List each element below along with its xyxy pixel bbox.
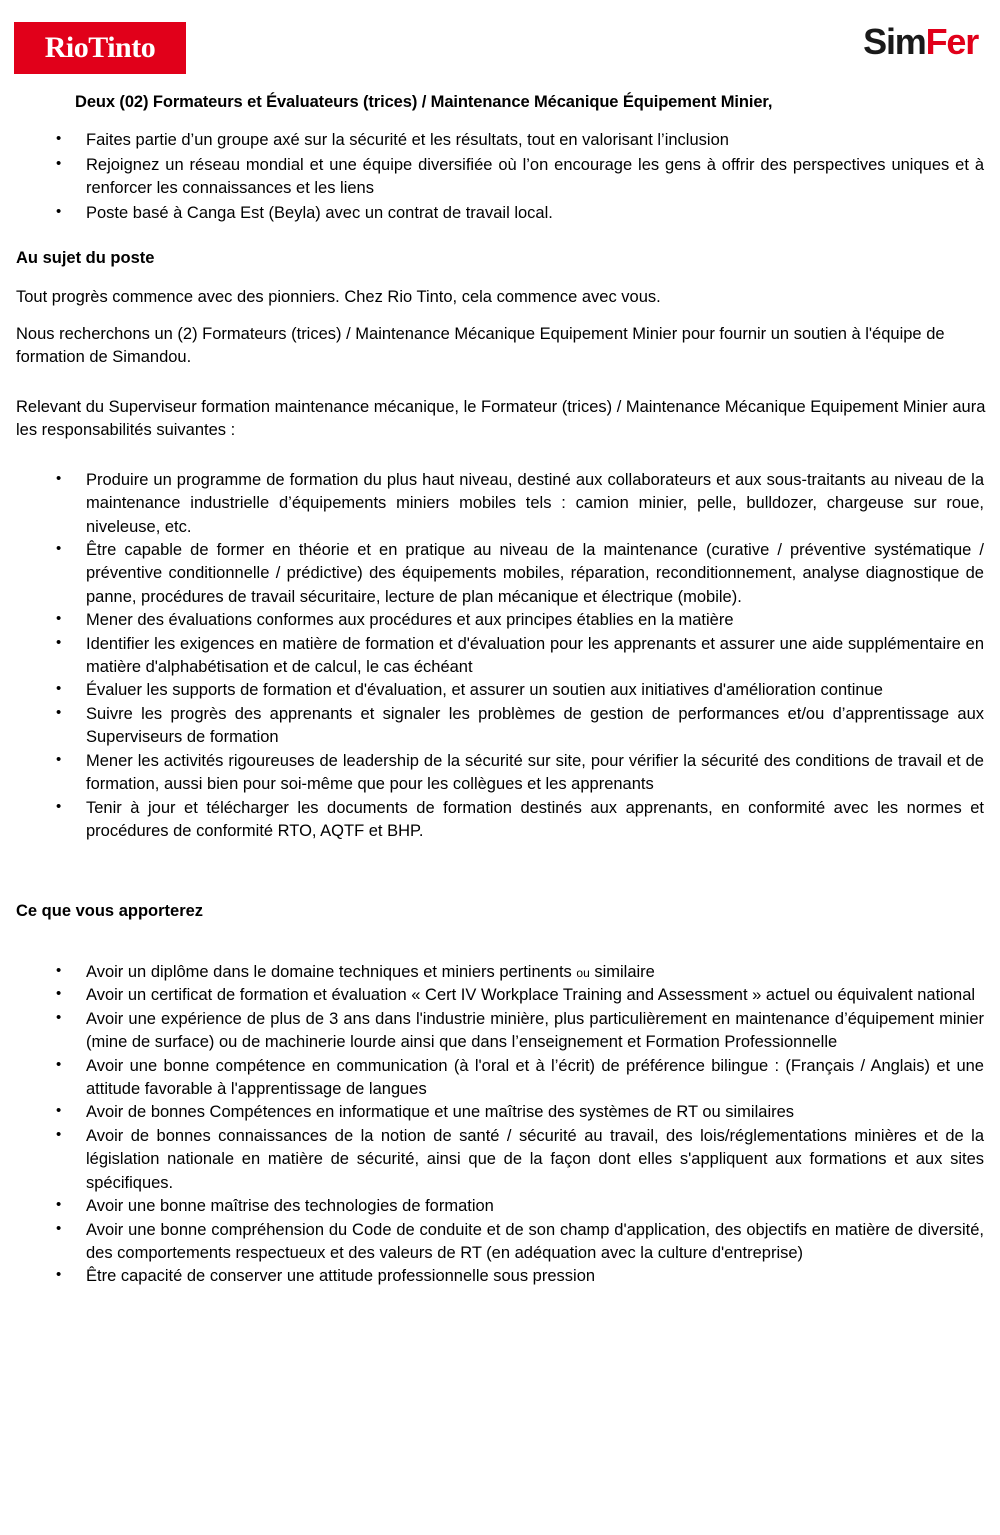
intro-bullet-list bbox=[16, 129, 988, 225]
list-item: • Avoir une bonne compréhension du Code de conduite et de son champ d'application, des objectifs en matière de diversité, des comportements respectueux et des valeurs de RT (en adéquation avec la culture d'entreprise) bbox=[16, 1219, 988, 1266]
bring-bullet-tail-text: similaire bbox=[589, 962, 655, 981]
document-header bbox=[0, 0, 1000, 92]
list-item: • Avoir un certificat de formation et évaluation « Cert IV Workplace Training and Assessment » actuel ou équivalent national bbox=[16, 984, 988, 1007]
spacer bbox=[16, 843, 988, 901]
spacer bbox=[16, 226, 988, 248]
list-item: • Être capable de former en théorie et en pratique au niveau de la maintenance (curative / préventive systématique / préventive conditionnelle / prédictive) des équipements mobiles, réparation, reconditionnement, analyse diagnostique de panne, procédures de travail sécuritaire, lecture de plan mécanique et électrique (mobile). bbox=[16, 539, 988, 609]
list-item bbox=[16, 961, 988, 984]
list-item: • Faites partie d’un groupe axé sur la sécurité et les résultats, tout en valorisant l’inclusion bbox=[16, 129, 988, 152]
list-item: • Tenir à jour et télécharger les documents de formation destinés aux apprenants, en conformité avec les normes et procédures de conformité RTO, AQTF et BHP. bbox=[16, 797, 988, 844]
list-item: • Mener les activités rigoureuses de leadership de la sécurité sur site, pour vérifier la sécurité des conditions de travail et de formation, aussi bien pour soi-même que pour les collègues et les apprenants bbox=[16, 750, 988, 797]
bring-bullet-small-text: ou bbox=[576, 965, 590, 980]
list-item: • Avoir une bonne compétence en communication (à l'oral et à l’écrit) de préférence bilingue : (Français / Anglais) et une attitude favorable à l'apprentissage de langues bbox=[16, 1055, 988, 1102]
bring-bullet-list bbox=[16, 961, 988, 1289]
about-paragraph: Relevant du Superviseur formation maintenance mécanique, le Formateur (trices) / Maintenance Mécanique Equipement Minier aura les responsabilités suivantes : bbox=[16, 397, 986, 440]
responsibilities-bullet-list bbox=[16, 469, 988, 844]
spacer bbox=[16, 457, 988, 469]
job-title: Deux (02) Formateurs et Évaluateurs (trices) / Maintenance Mécanique Équipement Minier, bbox=[75, 93, 773, 111]
list-item: • Poste basé à Canga Est (Beyla) avec un contrat de travail local. bbox=[16, 202, 988, 225]
simfer-logo-sim: Sim bbox=[863, 21, 926, 62]
spacer bbox=[16, 384, 988, 396]
list-item: • Suivre les progrès des apprenants et signaler les problèmes de gestion de performances et/ou d’apprentissage aux Superviseurs de formation bbox=[16, 703, 988, 750]
riotinto-logo-text: RioTinto bbox=[44, 31, 156, 64]
simfer-logo-fer: Fer bbox=[925, 21, 978, 62]
about-paragraph: Nous recherchons un (2) Formateurs (trices) / Maintenance Mécanique Equipement Minier pour fournir un soutien à l'équipe de formation de Simandou. bbox=[16, 324, 945, 367]
list-item: • Rejoignez un réseau mondial et une équipe diversifiée où l’on encourage les gens à offrir des perspectives uniques et à renforcer les connaissances et les liens bbox=[16, 154, 988, 201]
document-content bbox=[0, 92, 1000, 1289]
list-item: • Avoir de bonnes Compétences en informatique et une maîtrise des systèmes de RT ou similaires bbox=[16, 1101, 988, 1124]
section-heading-bring: Ce que vous apporterez bbox=[16, 902, 204, 921]
list-item: • Avoir une bonne maîtrise des technologies de formation bbox=[16, 1195, 988, 1218]
list-item: • Avoir de bonnes connaissances de la notion de santé / sécurité au travail, des lois/réglementations minières et de la législation nationale en matière de sécurité, ainsi que de la façon dont elles s'appliquent aux formations et aux sites spécifiques. bbox=[16, 1125, 988, 1195]
list-item: • Identifier les exigences en matière de formation et d'évaluation pour les apprenants et assurer une aide supplémentaire en matière d'alphabétisation et de calcul, le cas échéant bbox=[16, 633, 988, 680]
simfer-logo bbox=[863, 21, 978, 62]
list-item: • Évaluer les supports de formation et d'évaluation, et assurer un soutien aux initiatives d'amélioration continue bbox=[16, 679, 988, 702]
about-paragraph: Tout progrès commence avec des pionniers. Chez Rio Tinto, cela commence avec vous. bbox=[16, 287, 661, 306]
bring-bullet-main-text: Avoir un diplôme dans le domaine techniques et miniers pertinents bbox=[86, 962, 577, 981]
list-item: • Avoir une expérience de plus de 3 ans dans l'industrie minière, plus particulièrement en maintenance d’équipement minier (mine de surface) ou de machinerie lourde ainsi que dans l’enseignement et Formation Professionnelle bbox=[16, 1008, 988, 1055]
section-heading-about: Au sujet du poste bbox=[16, 249, 155, 268]
spacer bbox=[16, 939, 988, 961]
list-item: • Produire un programme de formation du plus haut niveau, destiné aux collaborateurs et aux sous-traitants au niveau de la maintenance industrielle d’équipements miniers mobiles tels : camion minier, pelle, bulldozer, chargeuse sur roue, niveleuse, etc. bbox=[16, 469, 988, 539]
list-item: • Mener des évaluations conformes aux procédures et aux principes établies en la matière bbox=[16, 609, 988, 632]
riotinto-logo bbox=[14, 22, 186, 74]
list-item: • Être capacité de conserver une attitude professionnelle sous pression bbox=[16, 1265, 988, 1288]
